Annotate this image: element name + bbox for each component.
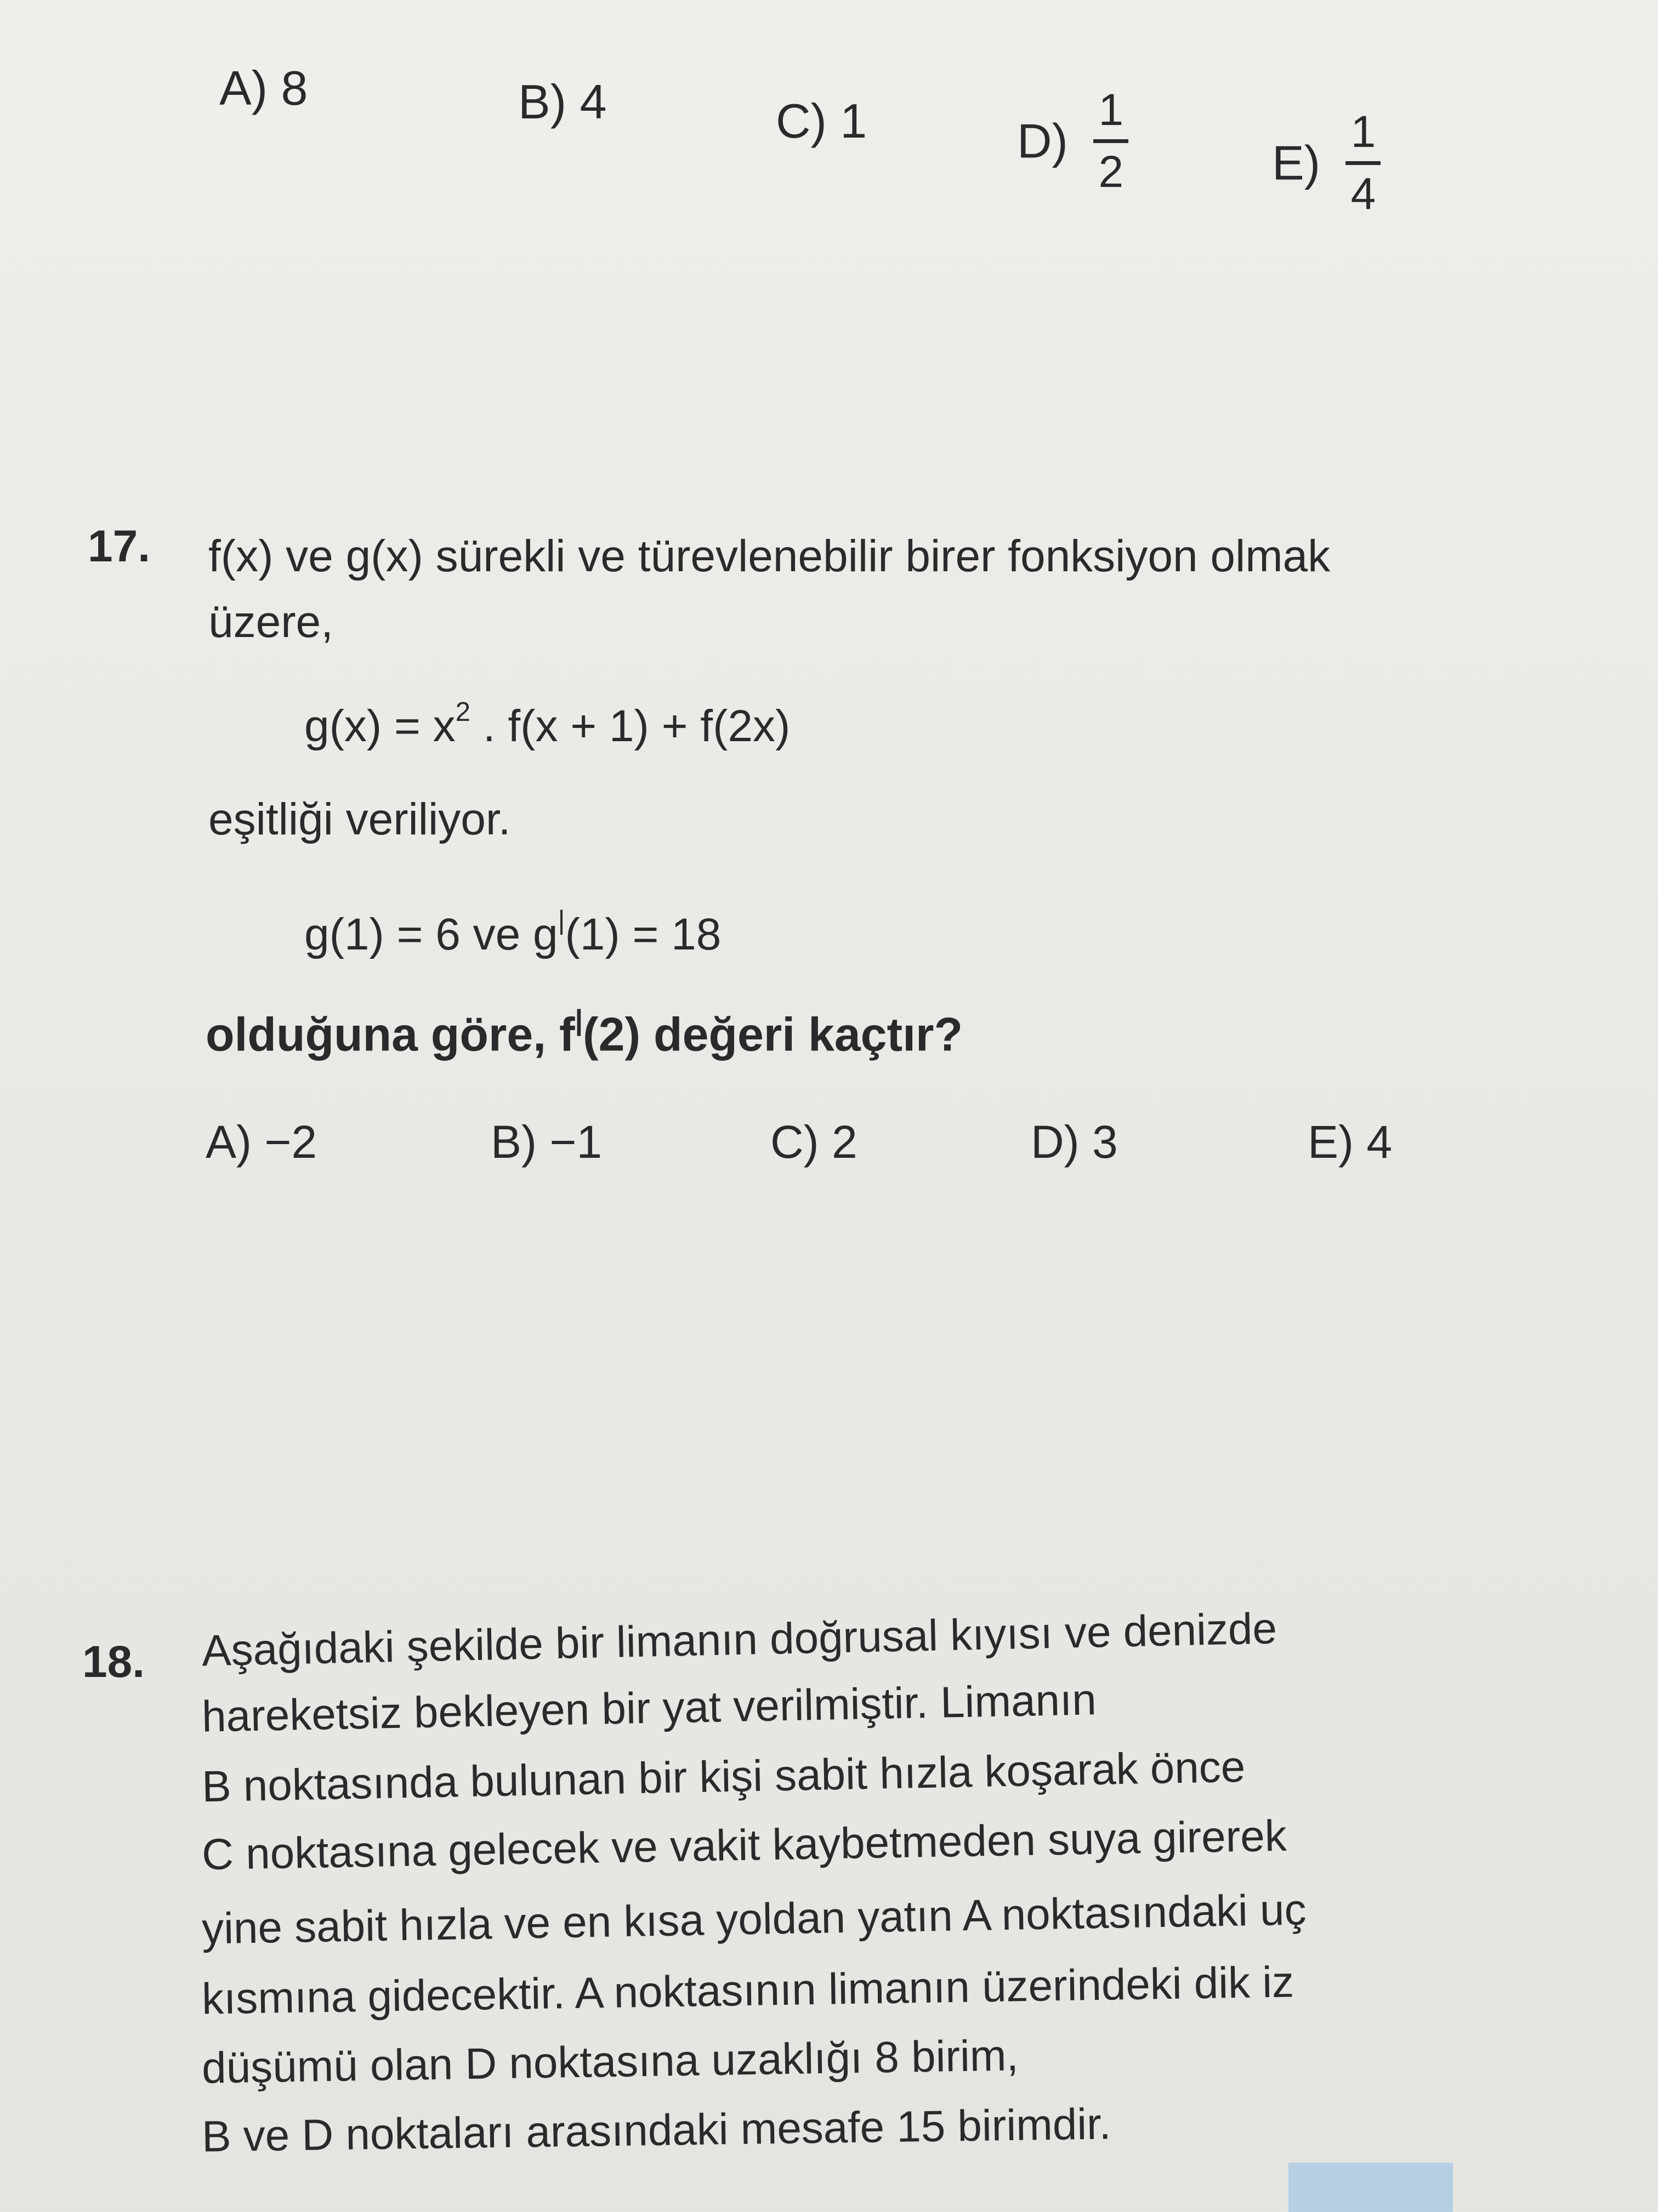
question-17-prompt xyxy=(206,1003,963,1062)
q17-choice-c: C) 2 xyxy=(770,1116,858,1168)
q16-choice-e-label: E) xyxy=(1272,135,1320,190)
derivative-prime-mark: | xyxy=(558,905,565,935)
fraction-numerator: 1 xyxy=(1350,107,1376,157)
question-18-line-2: hareketsiz bekleyen bir yat verilmiştir. Limanın xyxy=(201,1675,1097,1741)
q16-choice-a: A) 8 xyxy=(219,61,308,115)
q16-choice-e-fraction xyxy=(1345,107,1381,219)
equation-left: g(x) = x xyxy=(304,701,456,751)
derivative-prime-mark: | xyxy=(575,1004,583,1036)
fraction-numerator: 1 xyxy=(1098,85,1124,135)
question-18-number: 18. xyxy=(82,1637,145,1687)
q16-choice-d xyxy=(1017,85,1128,197)
question-18-line-7: düşümü olan D noktasına uzaklığı 8 birim, xyxy=(201,2031,1019,2092)
question-17-given-text: eşitliği veriliyor. xyxy=(208,794,511,844)
q16-choice-e xyxy=(1272,107,1381,219)
equation-right: . f(x + 1) + f(2x) xyxy=(470,701,791,751)
page-corner-tab xyxy=(1288,2163,1453,2212)
fraction-bar xyxy=(1345,161,1381,165)
prompt-right: (2) değeri kaçtır? xyxy=(583,1008,963,1061)
question-17-number: 17. xyxy=(88,521,150,571)
fraction-denominator: 2 xyxy=(1098,147,1124,197)
question-18-line-1: Aşağıdaki şekilde bir limanın doğrusal kıyısı ve denizde xyxy=(201,1603,1277,1675)
fraction-denominator: 4 xyxy=(1350,169,1376,219)
question-18-line-5: yine sabit hızla ve en kısa yoldan yatın A noktasındaki uç xyxy=(201,1885,1307,1953)
question-17-intro-line2: üzere, xyxy=(208,597,333,647)
fraction-bar xyxy=(1093,139,1128,143)
q16-choice-d-fraction xyxy=(1093,85,1128,197)
q17-choice-e: E) 4 xyxy=(1308,1116,1393,1168)
values-left: g(1) = 6 ve g xyxy=(304,909,558,959)
question-18-line-4: C noktasına gelecek ve vakit kaybetmeden suya girerek xyxy=(201,1811,1287,1879)
question-17-main-equation xyxy=(304,696,790,752)
equation-exponent: 2 xyxy=(455,697,471,727)
question-17-intro-line1: f(x) ve g(x) sürekli ve türevlenebilir birer fonksiyon olmak xyxy=(208,531,1331,581)
prompt-left: olduğuna göre, f xyxy=(206,1008,575,1061)
question-18-line-8: B ve D noktaları arasındaki mesafe 15 birimdir. xyxy=(201,2099,1112,2161)
question-18-line-3: B noktasında bulunan bir kişi sabit hızla koşarak önce xyxy=(201,1742,1246,1811)
question-17-values-equation xyxy=(304,905,721,960)
q17-choice-a: A) −2 xyxy=(206,1116,317,1168)
q16-choice-b: B) 4 xyxy=(518,75,607,129)
values-right: (1) = 18 xyxy=(565,909,722,959)
q17-choice-d: D) 3 xyxy=(1031,1116,1118,1168)
q17-choice-b: B) −1 xyxy=(491,1116,603,1168)
q16-choice-d-label: D) xyxy=(1017,113,1068,168)
q16-choice-c: C) 1 xyxy=(776,94,867,148)
question-18-line-6: kısmına gidecektir. A noktasının limanın üzerindeki dik iz xyxy=(201,1957,1294,2023)
